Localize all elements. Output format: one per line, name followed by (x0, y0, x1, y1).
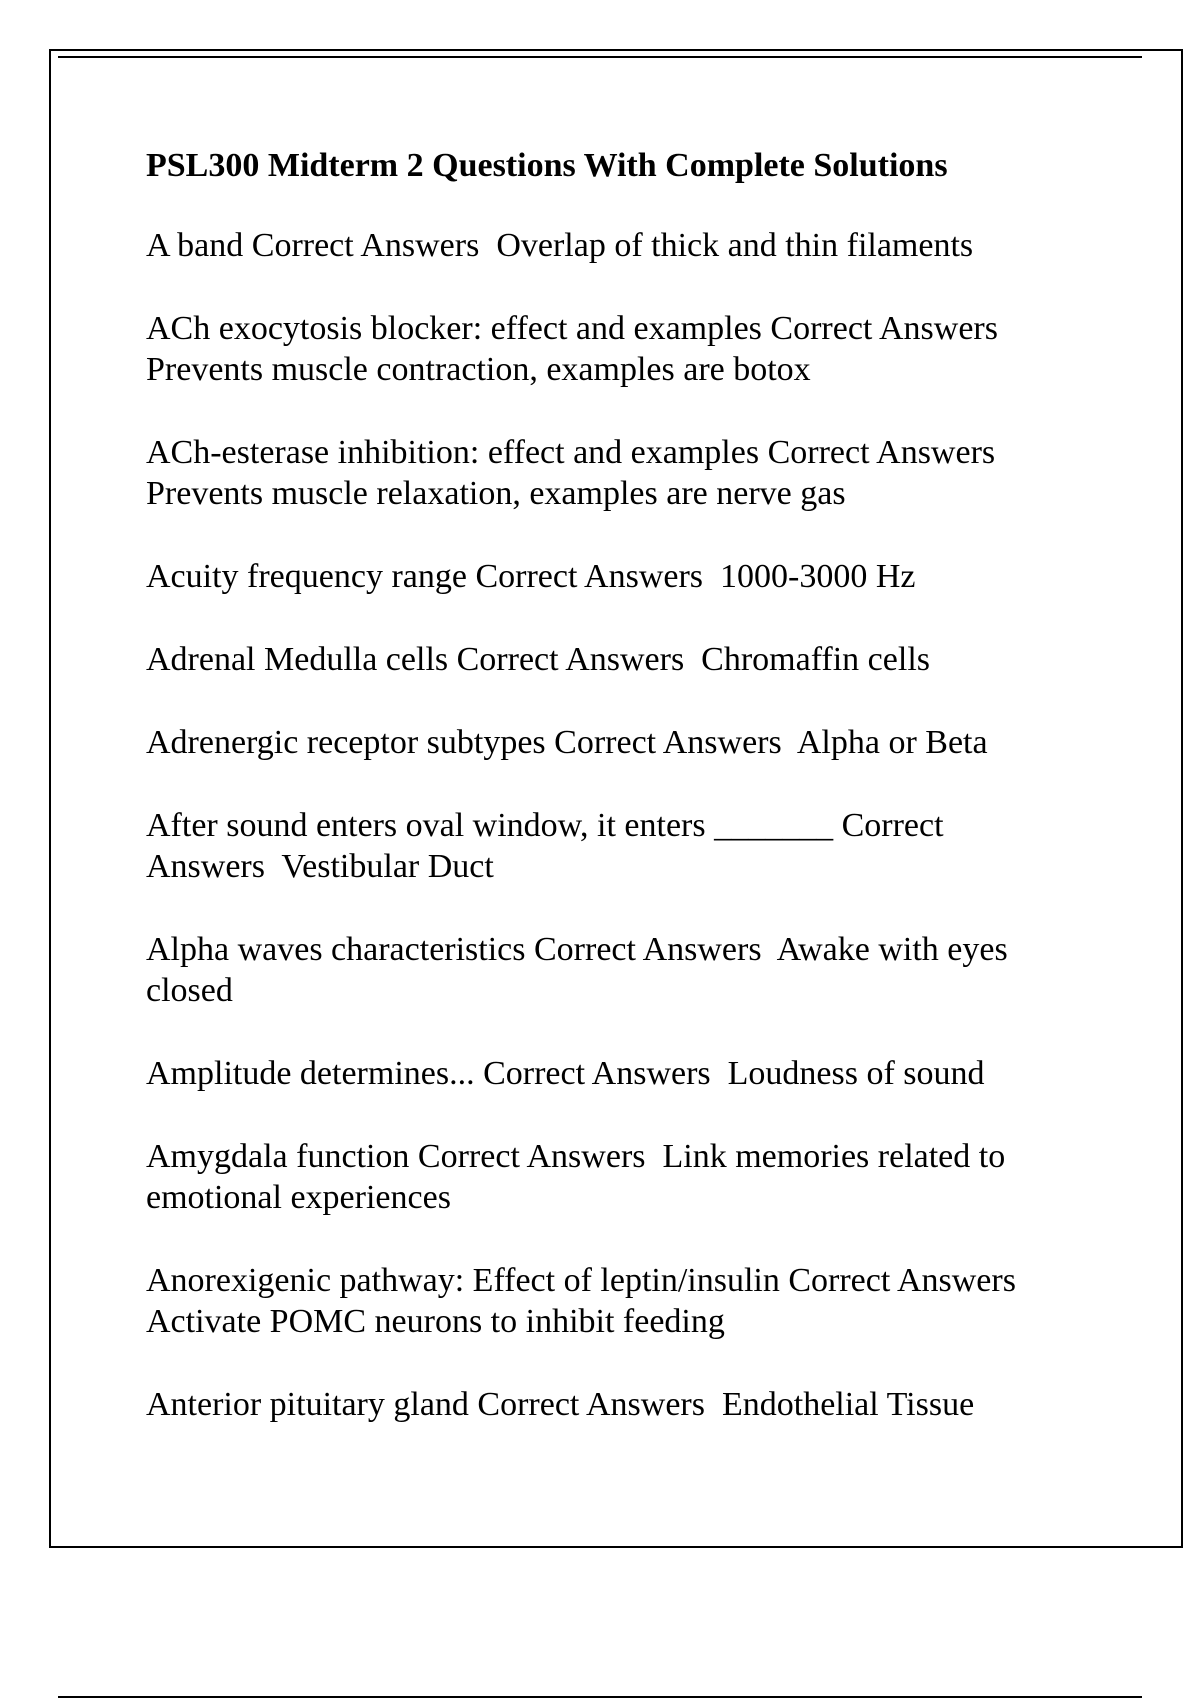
qa-entry: Acuity frequency range Correct Answers 1000-3000 Hz (146, 558, 916, 595)
document-title: PSL300 Midterm 2 Questions With Complete Solutions (146, 147, 948, 184)
header-rule (58, 56, 1142, 58)
qa-entry: ACh-esterase inhibition: effect and examples Correct Answers Prevents muscle relaxation, examples are nerve gas (146, 434, 996, 512)
qa-entry: A band Correct Answers Overlap of thick and thin filaments (146, 227, 974, 264)
qa-entry: Anorexigenic pathway: Effect of leptin/insulin Correct Answers Activate POMC neurons to inhibit feeding (146, 1262, 1016, 1340)
footer-rule (58, 1696, 1142, 1698)
qa-entry: Adrenergic receptor subtypes Correct Answers Alpha or Beta (146, 724, 988, 761)
qa-entry: ACh exocytosis blocker: effect and examples Correct Answers Prevents muscle contraction, examples are botox (146, 310, 998, 388)
qa-entry: After sound enters oval window, it enters _______ Correct Answers Vestibular Duct (146, 807, 944, 885)
qa-entry: Adrenal Medulla cells Correct Answers Chromaffin cells (146, 641, 930, 678)
qa-entry: Amygdala function Correct Answers Link memories related to emotional experiences (146, 1138, 1006, 1216)
document-body (146, 145, 1096, 1467)
qa-entry: Alpha waves characteristics Correct Answers Awake with eyes closed (146, 931, 1008, 1009)
qa-entry: Amplitude determines... Correct Answers Loudness of sound (146, 1055, 985, 1092)
qa-entry: Anterior pituitary gland Correct Answers Endothelial Tissue (146, 1386, 975, 1423)
